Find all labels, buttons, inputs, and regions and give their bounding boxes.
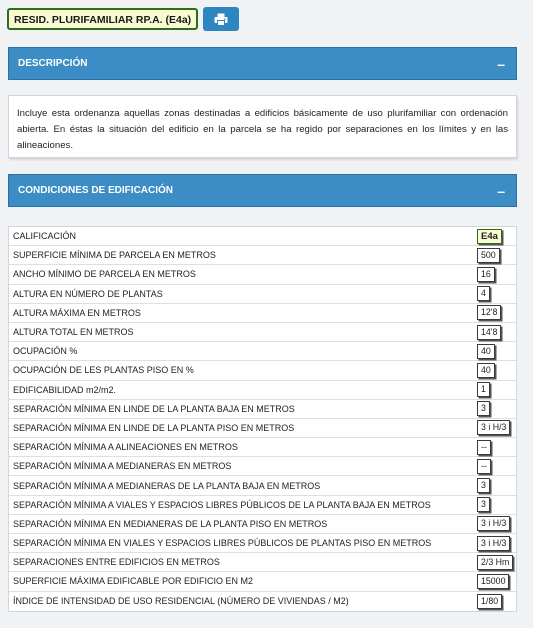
table-row (9, 400, 516, 419)
condiciones-table (8, 226, 517, 612)
table-row (9, 515, 516, 534)
row-label: ALTURA TOTAL EN METROS (13, 327, 134, 338)
row-value: -- (477, 440, 491, 455)
descripcion-header-title: DESCRIPCIÓN (18, 58, 88, 69)
table-row (9, 592, 516, 611)
table-row (9, 342, 516, 361)
table-row (9, 572, 516, 591)
row-value: 1/80 (477, 594, 502, 609)
row-value: 4 (477, 286, 490, 301)
row-label: CALIFICACIÓN (13, 231, 77, 242)
row-label: ALTURA EN NÚMERO DE PLANTAS (13, 288, 163, 299)
table-row (9, 553, 516, 572)
descripcion-header[interactable] (8, 47, 517, 80)
table-row (9, 246, 516, 265)
table-row (9, 438, 516, 457)
row-value: 40 (477, 344, 495, 359)
table-row (9, 285, 516, 304)
row-value: 500 (477, 248, 500, 263)
row-value: 3 i H/3 (477, 516, 510, 531)
row-value: 1 (477, 382, 490, 397)
table-row (9, 534, 516, 553)
row-value: 14'8 (477, 325, 501, 340)
row-value: 2/3 Hm (477, 555, 513, 570)
descripcion-collapse-icon[interactable]: – (497, 55, 505, 72)
row-label: EDIFICABILIDAD m2/m2. (13, 384, 117, 395)
row-label: SEPARACIÓN MÍNIMA A MEDIANERAS EN METROS (13, 461, 232, 472)
row-label: ÍNDICE DE INTENSIDAD DE USO RESIDENCIAL (NÚMERO DE VIVIENDAS / M2) (13, 596, 349, 607)
table-row (9, 476, 516, 495)
row-value: 16 (477, 267, 495, 282)
row-label: SEPARACIÓN MÍNIMA EN VIALES Y ESPACIOS LIBRES PÚBLICOS DE PLANTAS PISO EN METROS (13, 538, 432, 549)
row-label: SEPARACIÓN MÍNIMA A MEDIANERAS DE LA PLANTA BAJA EN METROS (13, 480, 321, 491)
descripcion-text: Incluye esta ordenanza aquellas zonas destinadas a edificios básicamente de uso plurifamiliar con ordenación abierta. En éstas la situación del edificio en la parcela se ha regido por separaciones en los límites y en las alineaciones. (17, 108, 508, 151)
condiciones-header-title: CONDICIONES DE EDIFICACIÓN (18, 185, 174, 196)
print-button[interactable] (203, 7, 239, 31)
row-value: 3 (477, 497, 490, 512)
row-value: 3 i H/3 (477, 536, 510, 551)
table-row (9, 496, 516, 515)
row-label: OCUPACIÓN DE LES PLANTAS PISO EN % (13, 365, 194, 376)
printer-icon (214, 13, 228, 26)
row-value: -- (477, 459, 491, 474)
row-label: SEPARACIÓN MÍNIMA EN LINDE DE LA PLANTA PISO EN METROS (13, 422, 295, 433)
table-row (9, 323, 516, 342)
row-value: 3 (477, 478, 490, 493)
row-value: 12'8 (477, 305, 501, 320)
table-row (9, 361, 516, 380)
table-row (9, 457, 516, 476)
row-value: 3 i H/3 (477, 420, 510, 435)
row-value: 40 (477, 363, 495, 378)
table-row (9, 227, 516, 246)
row-label: SUPERFICIE MÁXIMA EDIFICABLE POR EDIFICIO EN M2 (13, 576, 254, 587)
row-label: OCUPACIÓN % (13, 346, 78, 357)
row-value: 3 (477, 401, 490, 416)
table-row (9, 381, 516, 400)
row-label: SEPARACIÓN MÍNIMA EN LINDE DE LA PLANTA BAJA EN METROS (13, 403, 295, 414)
row-label: ALTURA MÁXIMA EN METROS (13, 307, 141, 318)
table-row (9, 265, 516, 284)
table-row (9, 304, 516, 323)
table-row (9, 419, 516, 438)
top-bar (7, 6, 239, 32)
condiciones-collapse-icon[interactable]: – (497, 182, 505, 199)
row-label: SEPARACIÓN MÍNIMA A ALINEACIONES EN METROS (13, 442, 238, 453)
row-value: E4a (477, 229, 502, 244)
row-label: SUPERFICIE MÍNIMA DE PARCELA EN METROS (13, 250, 216, 261)
zone-title-badge: RESID. PLURIFAMILIAR RP.A. (E4a) (7, 8, 198, 30)
condiciones-header[interactable] (8, 174, 517, 207)
row-label: SEPARACIÓN MÍNIMA A VIALES Y ESPACIOS LIBRES PÚBLICOS DE LA PLANTA BAJA EN METROS (13, 499, 431, 510)
descripcion-panel (8, 95, 517, 158)
row-label: SEPARACIONES ENTRE EDIFICIOS EN METROS (13, 557, 220, 568)
row-label: SEPARACIÓN MÍNIMA EN MEDIANERAS DE LA PLANTA PISO EN METROS (13, 518, 328, 529)
row-label: ANCHO MÍNIMO DE PARCELA EN METROS (13, 269, 196, 280)
row-value: 15000 (477, 574, 509, 589)
